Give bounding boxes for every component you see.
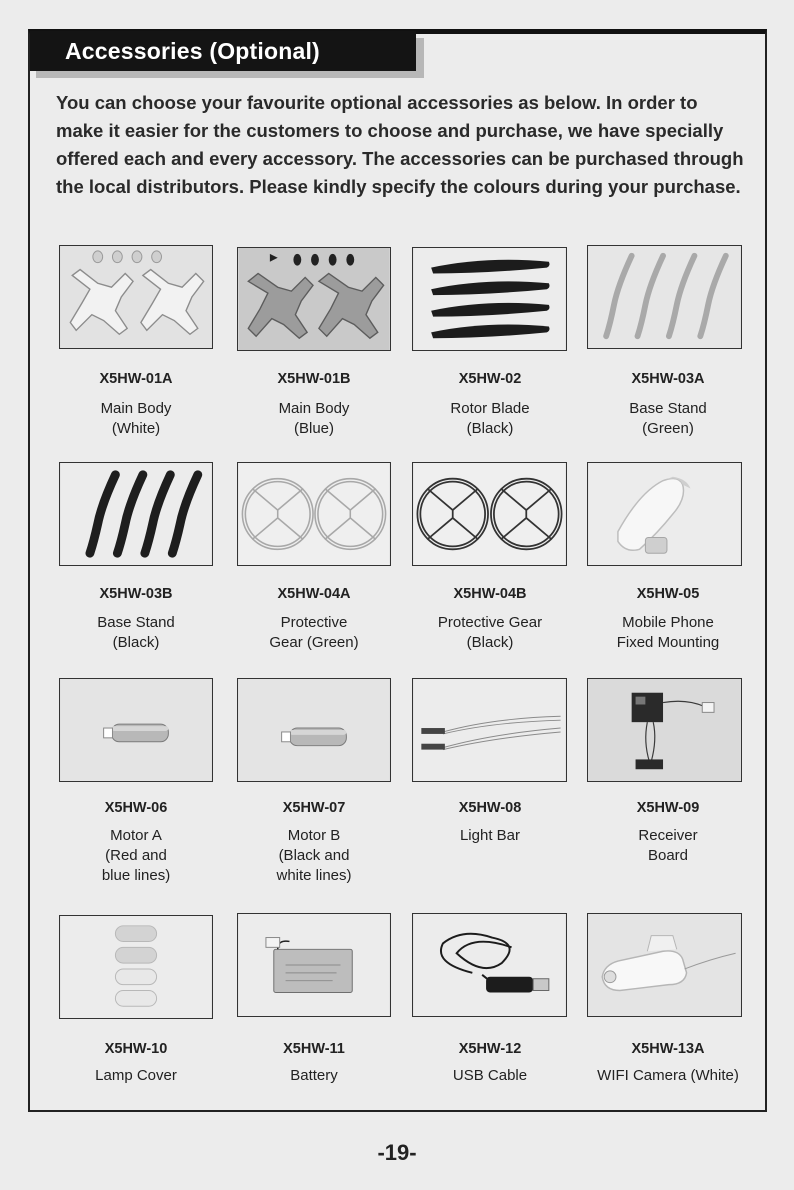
product-code: X5HW-01B xyxy=(277,371,351,387)
product-code: X5HW-09 xyxy=(636,800,700,816)
product-code: X5HW-03B xyxy=(99,586,173,602)
product-code: X5HW-04B xyxy=(453,586,527,602)
intro-paragraph: You can choose your favourite optional accessories as below. In order to make it easier for the customers to choose and purchase, we have specially offered each and every accessory. The accessories can be purchased through the local distributors. Please kindly specify the colours during your purchase. xyxy=(56,92,744,197)
phone-mount-image xyxy=(587,462,742,566)
product-name: Base Stand (Black) xyxy=(97,614,175,651)
motor-b-image xyxy=(237,678,391,782)
battery-image xyxy=(237,913,391,1017)
product-name: Motor B (Black and white lines) xyxy=(276,827,352,884)
product-code: X5HW-06 xyxy=(104,800,168,816)
product-name: Protective Gear (Green) xyxy=(269,614,359,651)
wifi-camera-image xyxy=(587,913,742,1017)
drone-body-white-image xyxy=(59,245,213,349)
product-code: X5HW-11 xyxy=(283,1041,345,1057)
product-name: Lamp Cover xyxy=(95,1067,177,1084)
product-name: Mobile Phone Fixed Mounting xyxy=(616,614,720,651)
protective-gear-green-image xyxy=(237,462,391,566)
product-name: Motor A (Red and blue lines) xyxy=(101,827,171,884)
product-name: Light Bar xyxy=(459,827,521,844)
product-code: X5HW-12 xyxy=(458,1041,522,1057)
product-code: X5HW-13A xyxy=(631,1041,705,1057)
base-stand-green-image xyxy=(587,245,742,349)
base-stand-black-image xyxy=(59,462,213,566)
section-title: Accessories (Optional) xyxy=(30,31,416,71)
product-code: X5HW-02 xyxy=(458,371,522,387)
protective-gear-black-image xyxy=(412,462,567,566)
rotor-blade-image xyxy=(412,247,567,351)
product-code: X5HW-10 xyxy=(104,1041,168,1057)
product-name: Protective Gear (Black) xyxy=(437,614,543,651)
product-name: Main Body (White) xyxy=(100,400,172,437)
product-code: X5HW-07 xyxy=(282,800,346,816)
product-name: Rotor Blade (Black) xyxy=(450,400,530,437)
product-name: Receiver Board xyxy=(638,827,698,864)
product-name: WIFI Camera (White) xyxy=(597,1067,739,1084)
product-code: X5HW-04A xyxy=(277,586,351,602)
product-code: X5HW-01A xyxy=(99,371,173,387)
product-name: Main Body (Blue) xyxy=(278,400,350,437)
product-name: USB Cable xyxy=(452,1067,528,1084)
product-code: X5HW-03A xyxy=(631,371,705,387)
page-number: -19- xyxy=(377,1140,417,1165)
lamp-cover-image xyxy=(59,915,213,1019)
product-code: X5HW-05 xyxy=(636,586,700,602)
product-name: Battery xyxy=(290,1067,338,1084)
product-name: Base Stand (Green) xyxy=(629,400,707,437)
motor-a-image xyxy=(59,678,213,782)
product-code: X5HW-08 xyxy=(458,800,522,816)
usb-cable-image xyxy=(412,913,567,1017)
drone-body-blue-image xyxy=(237,247,391,351)
receiver-board-image xyxy=(587,678,742,782)
light-bar-image xyxy=(412,678,567,782)
